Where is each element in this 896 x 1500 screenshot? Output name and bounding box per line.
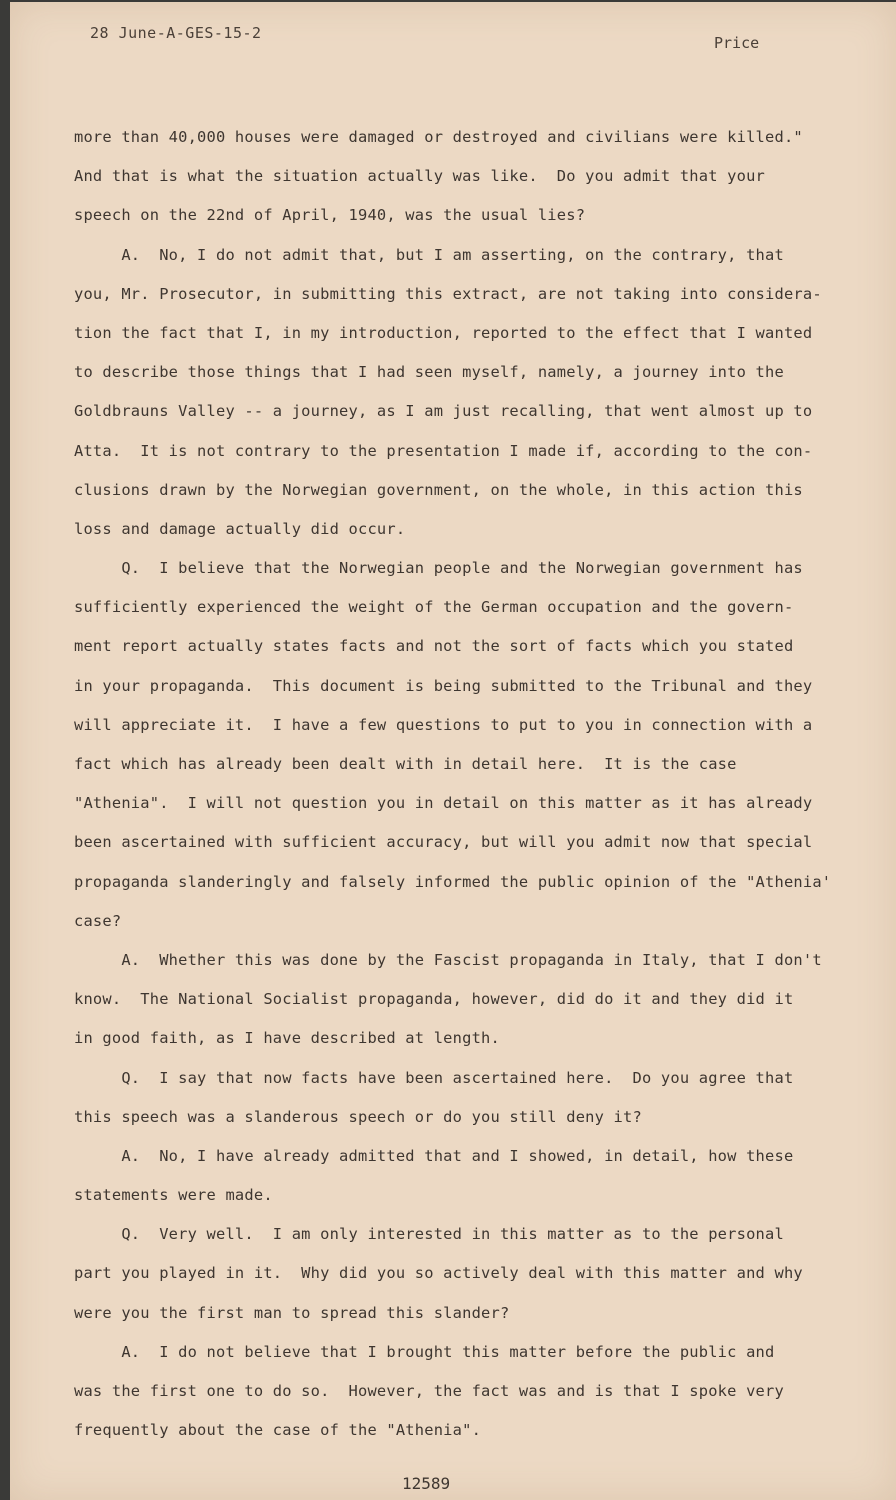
text-line: will appreciate it. I have a few questions to put to you in connection with a	[74, 715, 813, 734]
text-line: A. I do not believe that I brought this matter before the public and	[74, 1342, 775, 1361]
text-line: Q. Very well. I am only interested in this matter as to the personal	[74, 1225, 784, 1244]
text-line: clusions drawn by the Norwegian government, on the whole, in this action this	[74, 480, 803, 499]
text-line: in your propaganda. This document is being submitted to the Tribunal and they	[74, 676, 813, 695]
text-line: statements were made.	[74, 1186, 273, 1205]
text-line: in good faith, as I have described at length.	[74, 1029, 500, 1048]
text-line: frequently about the case of the "Athenia".	[74, 1421, 482, 1440]
text-line: A. No, I do not admit that, but I am asserting, on the contrary, that	[74, 245, 784, 264]
text-line: Goldbrauns Valley -- a journey, as I am just recalling, that went almost up to	[74, 402, 813, 421]
text-line: ment report actually states facts and not the sort of facts which you stated	[74, 637, 794, 656]
text-line: A. Whether this was done by the Fascist propaganda in Italy, that I don't	[74, 950, 822, 969]
text-line: "Athenia". I will not question you in detail on this matter as it has already	[74, 794, 813, 813]
text-line: A. No, I have already admitted that and I showed, in detail, how these	[74, 1146, 794, 1165]
text-line: fact which has already been dealt with in detail here. It is the case	[74, 755, 737, 773]
transcript-body	[74, 118, 864, 1450]
text-line: more than 40,000 houses were damaged or destroyed and civilians were killed."	[74, 128, 803, 146]
text-line: loss and damage actually did occur.	[74, 519, 406, 538]
text-line: Q. I say that now facts have been ascertained here. Do you agree that	[74, 1068, 794, 1087]
text-line: sufficiently experienced the weight of the German occupation and the govern-	[74, 598, 794, 617]
text-line: tion the fact that I, in my introduction, reported to the effect that I wanted	[74, 323, 813, 342]
text-line: propaganda slanderingly and falsely informed the public opinion of the "Athenia'	[74, 872, 832, 891]
text-line: to describe those things that I had seen myself, namely, a journey into the	[74, 363, 784, 382]
text-line: speech on the 22nd of April, 1940, was the usual lies?	[74, 206, 586, 225]
text-line: know. The National Socialist propaganda, however, did do it and they did it	[74, 990, 794, 1009]
text-line: was the first one to do so. However, the fact was and is that I spoke very	[74, 1382, 784, 1400]
text-line: part you played in it. Why did you so actively deal with this matter and why	[74, 1264, 803, 1283]
page-number: 12589	[402, 1474, 451, 1493]
text-line: been ascertained with sufficient accuracy, but will you admit now that special	[74, 833, 813, 852]
text-line: case?	[74, 911, 122, 930]
text-line: Q. I believe that the Norwegian people and the Norwegian government has	[74, 559, 803, 578]
speaker-name: Price	[714, 34, 760, 52]
text-line: And that is what the situation actually was like. Do you admit that your	[74, 167, 766, 186]
text-line: were you the first man to spread this slander?	[74, 1303, 510, 1322]
document-reference: 28 June-A-GES-15-2	[90, 24, 262, 42]
text-line: Atta. It is not contrary to the presentation I made if, according to the con-	[74, 441, 813, 460]
text-line: this speech was a slanderous speech or do you still deny it?	[74, 1107, 642, 1126]
document-page	[10, 2, 896, 1500]
text-line: you, Mr. Prosecutor, in submitting this extract, are not taking into considera-	[74, 284, 822, 303]
